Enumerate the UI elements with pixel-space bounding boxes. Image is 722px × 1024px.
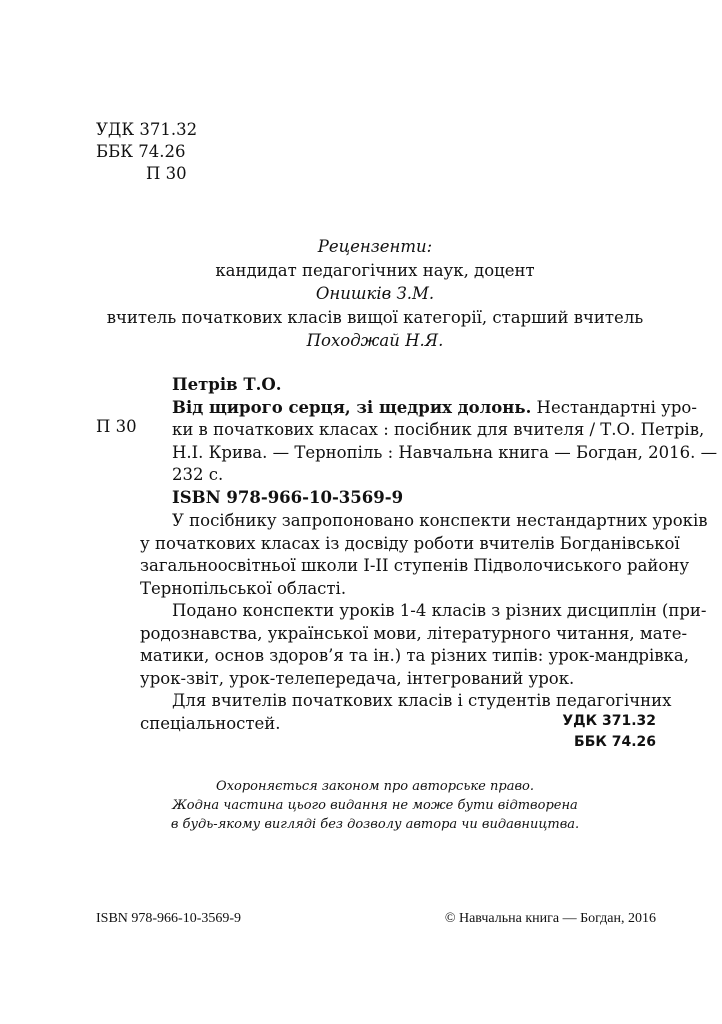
footer-isbn: ISBN 978-966-10-3569-9 [96,911,242,926]
codes-right-block [562,711,656,753]
annotation-block [140,510,708,735]
copyright-notice [100,777,650,834]
author-mark: П 30 [146,164,187,183]
annotation-line: матики, основ здоров’я та ін.) та різних типів: урок-мандрівка, [140,646,689,665]
udc-code: УДК 371.32 [96,120,198,139]
annotation-line: Подано конспекти уроків 1-4 класів з різних дисциплін (при- [172,601,707,620]
bbk-code-right: ББК 74.26 [574,734,656,750]
entry-line-4: 232 с. [172,465,224,484]
notice-line: Жодна частина цього видання не може бути відтворена [172,798,578,813]
annotation-line: Для вчителів початкових класів і студентів педагогічних [172,691,672,710]
classification-block [96,119,197,185]
reviewers-heading: Рецензенти: [317,237,433,256]
bbk-code: ББК 74.26 [96,142,186,161]
reviewer1-name: Онишків З.М. [315,284,435,303]
entry-line-1 [172,397,697,420]
entry-line-3: Н.І. Крива. — Тернопіль : Навчальна книга — Богдан, 2016. — [172,442,718,462]
reviewer2-title: вчитель початкових класів вищої категорії, старший вчитель [106,307,644,327]
annotation-line: урок-звіт, урок-телепередача, інтегрований урок. [140,668,575,688]
reviewers-block [100,235,650,353]
notice-line: в будь-якому вигляді без дозволу автора чи видавництва. [170,817,580,832]
entry-title: Від щирого серця, зі щедрих долонь. [172,397,532,417]
udc-code-right: УДК 371.32 [562,713,656,729]
notice-line: Охороняється законом про авторське право. [216,779,534,794]
annotation-line: спеціальностей. [140,713,281,733]
entry-left-code: П 30 [96,417,137,436]
annotation-line: у початкових класах із досвіду роботи вчителів Богданівської [140,533,680,553]
entry-line-2: ки в початкових класах : посібник для вчителя / Т.О. Петрів, [172,420,705,439]
entry-isbn: ISBN 978-966-10-3569-9 [172,487,404,507]
annotation-line: У посібнику запропоновано конспекти нестандартних уроків [172,511,708,530]
bibliographic-entry [172,374,718,509]
annotation-line: загальноосвітньої школи І-ІІ ступенів Підволочиського району [140,556,690,575]
annotation-line: Тернопільської області. [140,578,347,598]
entry-author: Петрів Т.О. [172,375,282,394]
reviewer1-title: кандидат педагогічних наук, доцент [215,260,535,280]
footer-copyright: © Навчальна книга — Богдан, 2016 [444,911,656,926]
entry-line-1-rest: Нестандартні уро- [531,397,697,417]
reviewer2-name: Походжай Н.Я. [306,331,444,350]
annotation-line: родознавства, української мови, літературного читання, мате- [140,623,688,643]
